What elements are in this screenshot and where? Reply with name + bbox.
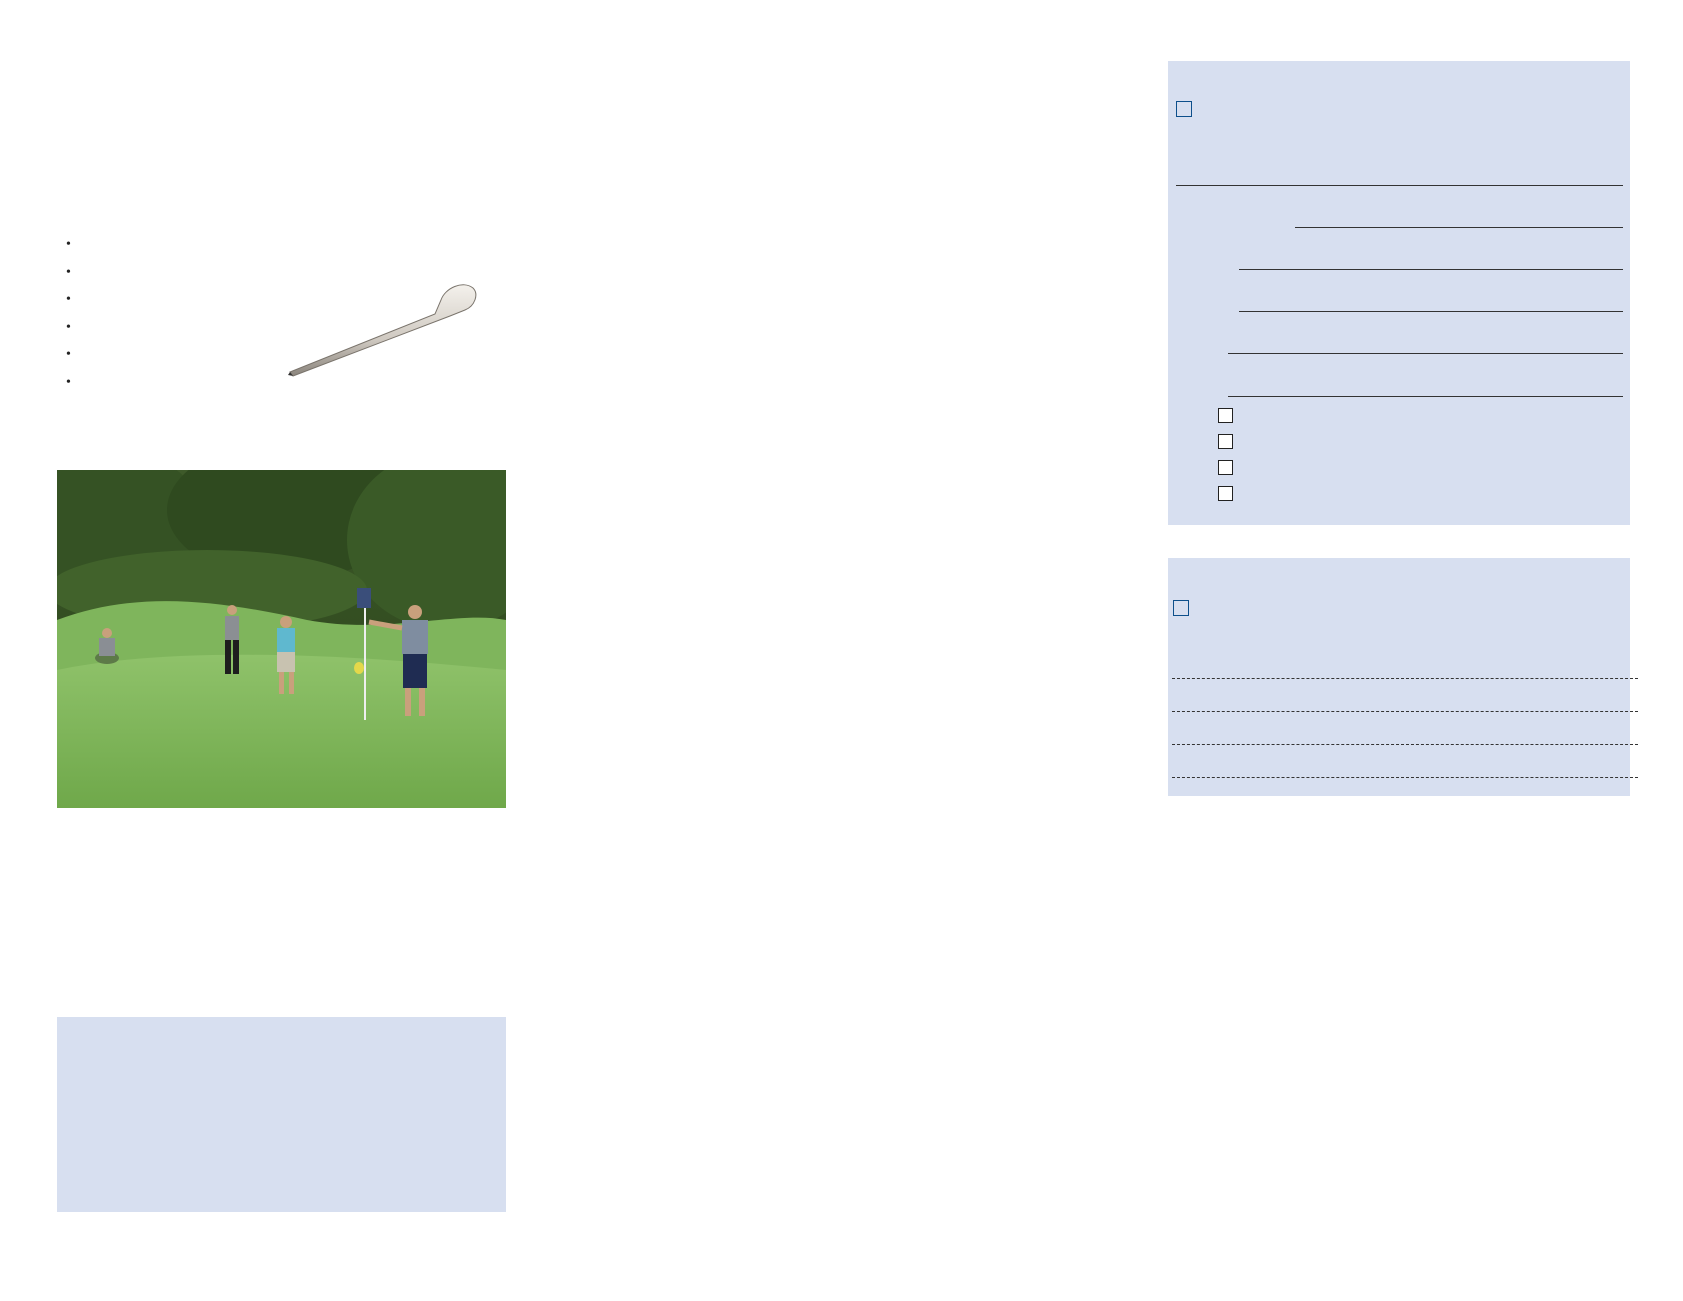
checkbox-icon[interactable] — [1218, 486, 1233, 501]
golfer-name-field[interactable] — [1172, 711, 1638, 712]
dot-divider — [57, 838, 537, 854]
company-field[interactable] — [1176, 185, 1623, 186]
checkbox-icon[interactable] — [1173, 600, 1189, 616]
golfer-name-field[interactable] — [1172, 744, 1638, 745]
option-silver[interactable] — [1218, 458, 1241, 480]
option-platinum[interactable] — [1218, 406, 1241, 428]
contact-name-field[interactable] — [1295, 227, 1623, 228]
option-hole[interactable] — [1218, 484, 1241, 506]
quote-box — [620, 458, 1070, 878]
list-item — [66, 340, 71, 368]
option-gold[interactable] — [1218, 432, 1241, 454]
quote-text-block — [620, 480, 1042, 860]
golfer-name-field[interactable] — [1172, 678, 1638, 679]
golf-course-photo — [57, 470, 506, 808]
sponsor-form-panel — [1168, 61, 1630, 525]
contact-panel — [57, 1017, 506, 1212]
dot-divider — [57, 444, 507, 458]
checkbox-icon[interactable] — [1176, 101, 1192, 117]
email-field[interactable] — [1228, 396, 1623, 397]
list-item — [66, 313, 71, 341]
checkbox-icon[interactable] — [1218, 434, 1233, 449]
address-field[interactable] — [1239, 269, 1623, 270]
list-item — [66, 368, 71, 396]
golfer-form-panel — [1168, 558, 1630, 796]
golf-tee-icon — [285, 270, 480, 378]
address-field-line2[interactable] — [1239, 311, 1623, 312]
golfer-name-field[interactable] — [1172, 777, 1638, 778]
competitions-list — [66, 230, 71, 396]
list-item — [66, 258, 71, 286]
golfer-interest-checkbox[interactable] — [1173, 596, 1195, 621]
sponsor-interest-checkbox[interactable] — [1176, 97, 1198, 122]
list-item — [66, 230, 71, 258]
phone-field[interactable] — [1228, 353, 1623, 354]
list-item — [66, 285, 71, 313]
checkbox-icon[interactable] — [1218, 460, 1233, 475]
checkbox-icon[interactable] — [1218, 408, 1233, 423]
